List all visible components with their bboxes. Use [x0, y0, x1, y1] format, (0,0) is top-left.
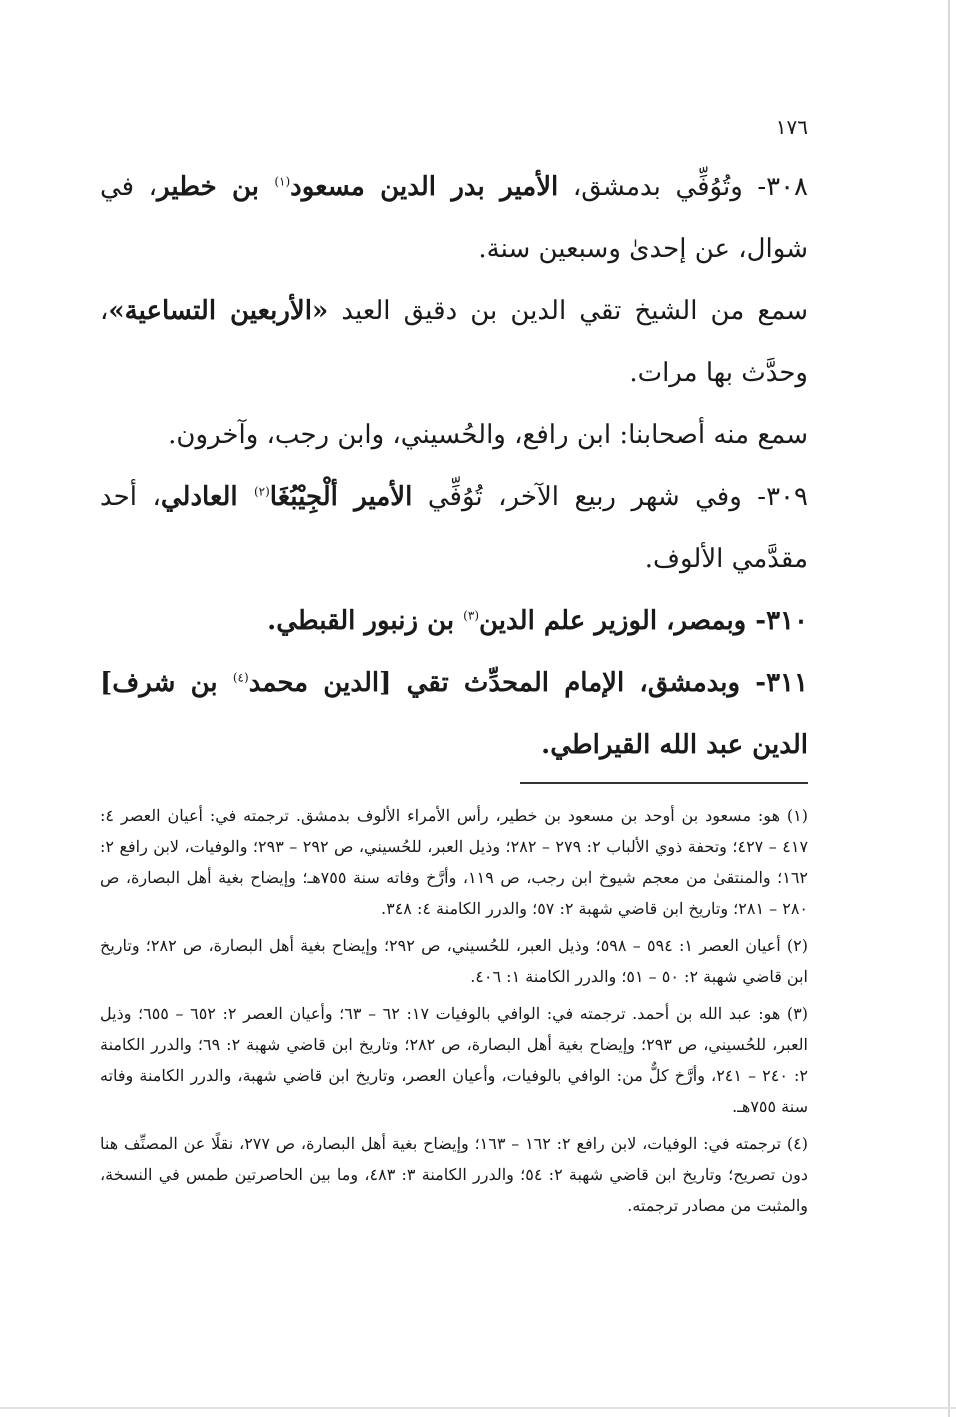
entry-311: ٣١١- وبدمشق، الإمام المحدِّث تقي [الدين محمد$^{(٤)}$ بن شرف] الدين عبد الله القيراطي.: [100, 668, 808, 760]
footnote-2: (٢) أعيان العصر ١: ٥٩٤ – ٥٩٨؛ وذيل العبر، للحُسيني، ص ٢٩٢؛ وإيضاح بغية أهل البصارة، ص ٢٨٢؛ وتاريخ ابن قاضي شهبة ٢: ٥٠ – ٥١؛ والدرر الكامنة ١: ٤٠٦.: [100, 936, 809, 986]
footnote-ref-1: (١): [274, 174, 291, 189]
entry-311-name: الإمام المحدِّث تقي [الدين محمد: [248, 668, 625, 698]
entry-308-students: سمع منه أصحابنا: ابن رافع، والحُسيني، وابن رجب، وآخرون.: [168, 420, 808, 450]
footnote-3: (٣) هو: عبد الله بن أحمد. ترجمته في: الوافي بالوفيات ١٧: ٦٢ – ٦٣؛ وأعيان العصر ٢: ٦٥٢ – ٦٥٥؛ وذيل العبر، للحُسيني، ص ٢٩٣؛ وإيضاح بغية أهل البصارة، ص ٢٨٢؛ وتاريخ ابن قاضي شهبة ٢: ٦٩؛ والدرر الكامنة ٢: ٢٤٠ – ٢٤١، وأرَّخ كلٌّ من: الوافي بالوفيات، وأعيان العصر، وتاريخ ابن قاضي شهبة، والدرر الكامنة وفاته سنة ٧٥٥هـ.: [100, 1004, 809, 1116]
entry-309: ٣٠٩- وفي شهر ربيع الآخر، تُوُفِّي الأمير ألْجِيْبُغَا$^{(٢)}$ العادلي، أحد مقدَّمي الألوف.: [100, 482, 808, 574]
footnote-ref-3: (٣): [463, 608, 479, 623]
book-title: «الأربعين التساعية»: [108, 296, 329, 326]
entry-309-name: الأمير ألْجِيْبُغَا: [269, 482, 413, 512]
footnote-1: (١) هو: مسعود بن أوحد بن مسعود بن خطير، رأس الأمراء الألوف بدمشق. ترجمته في: أعيان العصر ٤: ٤١٧ – ٤٢٧؛ وتحفة ذوي الألباب ٢: ٢٧٩ – ٢٨٢؛ وذيل العبر، للحُسيني، ص ٢٩٢ – ٢٩٣؛ والوفيات، لابن رافع ٢: ١٦٢؛ والمنتقىٰ من معجم شيوخ ابن رجب، ص ١١٩، وأرَّخ وفاته سنة ٧٥٥هـ؛ وإيضاح بغية أهل البصارة، ص ٢٨٠ – ٢٨١؛ وتاريخ ابن قاضي شهبة ٢: ٥٧؛ والدرر الكامنة ٤: ٣٤٨.: [100, 806, 809, 918]
entry-310-name: الوزير علم الدين: [479, 606, 658, 636]
entry-310: ٣١٠- وبمصر، الوزير علم الدين$^{(٣)}$ بن زنبور القبطي.: [267, 606, 808, 636]
page-edge-bottom: [0, 1407, 956, 1409]
footnotes: [100, 800, 808, 1227]
footnote-divider: [520, 782, 808, 784]
main-text: [100, 112, 808, 776]
page-number: ١٧٦: [775, 115, 808, 139]
footnote-ref-4: (٤): [232, 670, 249, 685]
entry-308: ٣٠٨- وتُوُفِّي بدمشق، الأمير بدر الدين مسعود$^{(١)}$ بن خطير، في شوال، عن إحدىٰ وسبعين سنة.: [100, 172, 809, 264]
entry-308-name: الأمير بدر الدين مسعود: [290, 172, 559, 202]
page-edge-right: [948, 0, 950, 1417]
footnote-ref-2: (٢): [253, 484, 270, 499]
entry-308-hearing: سمع من الشيخ تقي الدين بن دقيق العيد «الأربعين التساعية»، وحدَّث بها مرات.: [100, 296, 809, 388]
footnote-4: (٤) ترجمته في: الوفيات، لابن رافع ٢: ١٦٢ – ١٦٣؛ وإيضاح بغية أهل البصارة، ص ٢٧٧، نقلًا عن المصنِّف هنا دون تصريح؛ وتاريخ ابن قاضي شهبة ٢: ٥٤؛ والدرر الكامنة ٣: ٤٨٣، وما بين الحاصرتين طمس في النسخة، والمثبت من مصادر ترجمته.: [100, 1134, 809, 1215]
